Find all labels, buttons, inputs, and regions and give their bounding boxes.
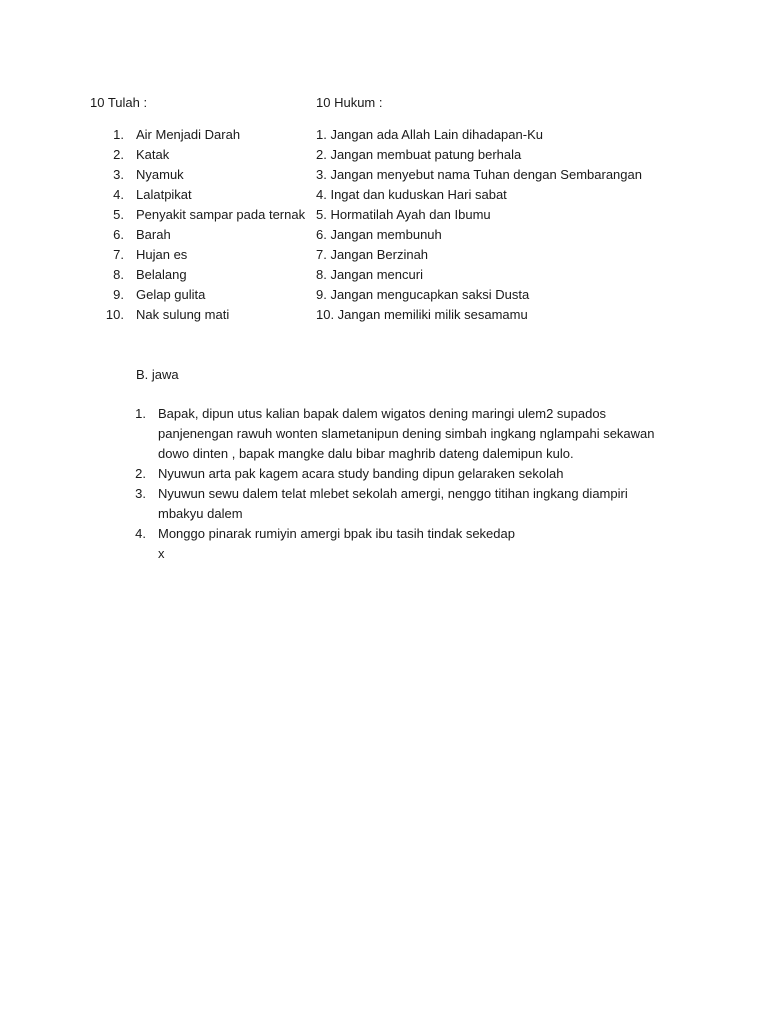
item-text: Monggo pinarak rumiyin amergi bpak ibu tasih tindak sekedap <box>158 526 515 541</box>
list-item <box>90 305 310 325</box>
list-item <box>90 245 310 265</box>
item-text: Bapak, dipun utus kalian bapak dalem wigatos dening maringi ulem2 supados panjenengan rawuh wonten slametanipun dening simbah ingkang nglampahi sekawan dowo dinten , bapak mangke dalu bibar maghrib dateng dalemipun kulo. <box>158 406 655 461</box>
list-item: 1. Jangan ada Allah Lain dihadapan-Ku <box>316 127 543 142</box>
item-text: Nyamuk <box>136 167 184 182</box>
list-item: 8. Jangan mencuri <box>316 267 423 282</box>
item-text: Barah <box>136 227 171 242</box>
item-number: 3. <box>113 167 124 182</box>
list-item <box>90 285 310 305</box>
list-item: 2. Jangan membuat patung berhala <box>316 147 522 162</box>
item-number: 1. <box>113 127 124 142</box>
item-number: 10. <box>105 307 124 322</box>
item-number: 8. <box>113 267 124 282</box>
item-number: 3. <box>135 486 146 501</box>
item-text: Gelap gulita <box>136 287 206 302</box>
list-item <box>130 524 675 544</box>
list-item <box>90 265 310 285</box>
list-item: 6. Jangan membunuh <box>316 227 442 242</box>
item-number: 4. <box>135 526 146 541</box>
list-item: 4. Ingat dan kuduskan Hari sabat <box>316 187 507 202</box>
list-item: 3. Jangan menyebut nama Tuhan dengan Sembarangan <box>316 167 642 182</box>
list-item: 10. Jangan memiliki milik sesamamu <box>316 307 528 322</box>
jawa-list <box>130 404 675 544</box>
list-item <box>90 205 310 225</box>
item-number: 1. <box>135 406 146 421</box>
tulah-heading: 10 Tulah : <box>90 95 148 110</box>
hukum-heading: 10 Hukum : <box>316 95 383 110</box>
list-item: 9. Jangan mengucapkan saksi Dusta <box>316 287 530 302</box>
list-item: 5. Hormatilah Ayah dan Ibumu <box>316 207 491 222</box>
section-title: B. jawa <box>136 367 179 382</box>
list-item <box>130 464 675 484</box>
list-item <box>90 225 310 245</box>
list-item <box>130 404 675 464</box>
item-text: Air Menjadi Darah <box>136 127 241 142</box>
item-number: 6. <box>113 227 124 242</box>
item-text: Katak <box>136 147 170 162</box>
item-number: 2. <box>113 147 124 162</box>
tulah-list <box>90 125 310 325</box>
item-number: 9. <box>113 287 124 302</box>
hukum-list <box>316 125 656 325</box>
item-text: Penyakit sampar pada ternak <box>136 207 306 222</box>
list-item <box>130 484 675 524</box>
item-text: Lalatpikat <box>136 187 192 202</box>
item-number: 2. <box>135 466 146 481</box>
item-text: Nak sulung mati <box>136 307 230 322</box>
list-item <box>90 185 310 205</box>
item-text: Nyuwun arta pak kagem acara study banding dipun gelaraken sekolah <box>158 466 564 481</box>
item-text: Belalang <box>136 267 187 282</box>
list-item <box>90 145 310 165</box>
item-number: 4. <box>113 187 124 202</box>
item-number: 5. <box>113 207 124 222</box>
trailing-text: x <box>158 546 165 561</box>
item-number: 7. <box>113 247 124 262</box>
item-text: Nyuwun sewu dalem telat mlebet sekolah amergi, nenggo titihan ingkang diampiri mbakyu dalem <box>158 486 628 521</box>
list-item: 7. Jangan Berzinah <box>316 247 429 262</box>
list-item <box>90 125 310 145</box>
item-text: Hujan es <box>136 247 188 262</box>
list-item <box>90 165 310 185</box>
